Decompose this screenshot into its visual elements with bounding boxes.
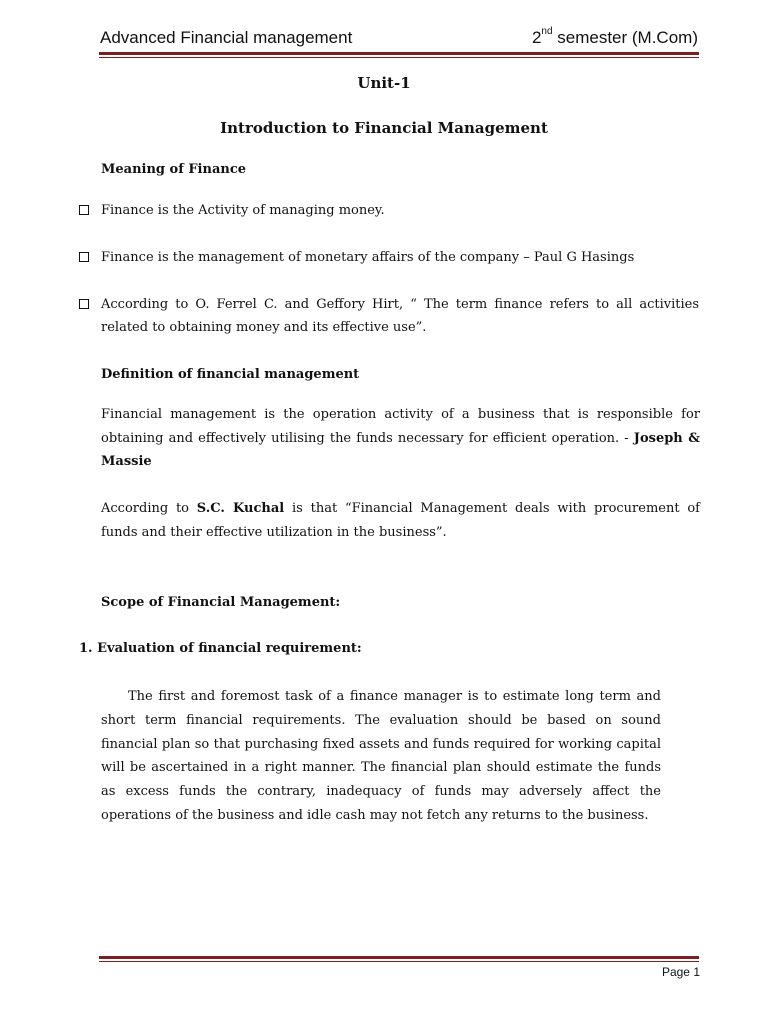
bullet-text: According to O. Ferrel C. and Geffory Hirt, “ The term finance refers to all activities related to obtaining money and its effective use”. xyxy=(101,297,699,335)
bullet-item xyxy=(79,293,699,339)
item-1-heading xyxy=(79,641,362,656)
page-title: Introduction to Financial Management xyxy=(220,119,548,137)
item-1-number: 1. xyxy=(79,641,93,656)
checkbox-bullet-icon xyxy=(79,299,89,309)
footer-rule-thick xyxy=(99,956,699,959)
bullet-text: Finance is the Activity of managing money. xyxy=(101,203,385,218)
semester-label: semester (M.Com) xyxy=(552,28,698,47)
semester-number: 2 xyxy=(531,28,542,47)
kuchal-name: S.C. Kuchal xyxy=(196,501,285,516)
footer-rule-thin xyxy=(99,961,699,962)
kuchal-quote: is that “Financial Management deals with procurement of funds and their effective utilization in the business”. xyxy=(101,501,700,540)
header-rule-thick xyxy=(99,52,699,55)
checkbox-bullet-icon xyxy=(79,252,89,262)
definition-author: Joseph & Massie xyxy=(101,430,700,469)
definition-paragraph xyxy=(101,403,700,474)
meaning-heading: Meaning of Finance xyxy=(101,162,247,177)
bullet-item xyxy=(79,199,699,222)
bullet-text: Finance is the management of monetary affairs of the company – Paul G Hasings xyxy=(101,250,635,265)
kuchal-lead: According to xyxy=(101,501,197,516)
definition-heading: Definition of financial management xyxy=(101,367,360,382)
kuchal-paragraph xyxy=(101,497,700,544)
semester-suffix: nd xyxy=(541,26,553,38)
definition-text: Financial management is the operation activity of a business that is responsible for obtaining and effectively utilising the funds necessary for efficient operation. - xyxy=(101,407,700,446)
item-1-title: Evaluation of financial requirement: xyxy=(97,641,362,656)
page-number: Page 1 xyxy=(661,965,700,979)
header-rule-thin xyxy=(99,57,699,58)
item-1-paragraph: The first and foremost task of a finance manager is to estimate long term and short term financial requirements. The evaluation should be based on sound financial plan so that purchasing fixed assets and funds required for working capital will be ascertained in a right manner. The financial plan should estimate the funds as excess funds the contrary, inadequacy of funds may adversely affect the operations of the business and idle cash may not fetch any returns to the business. xyxy=(101,689,661,823)
unit-title: Unit-1 xyxy=(357,74,411,92)
header-course-title: Advanced Financial management xyxy=(100,28,353,47)
bullet-item xyxy=(79,246,699,269)
scope-heading: Scope of Financial Management: xyxy=(101,595,341,610)
header-semester xyxy=(532,28,698,48)
checkbox-bullet-icon xyxy=(79,205,89,215)
